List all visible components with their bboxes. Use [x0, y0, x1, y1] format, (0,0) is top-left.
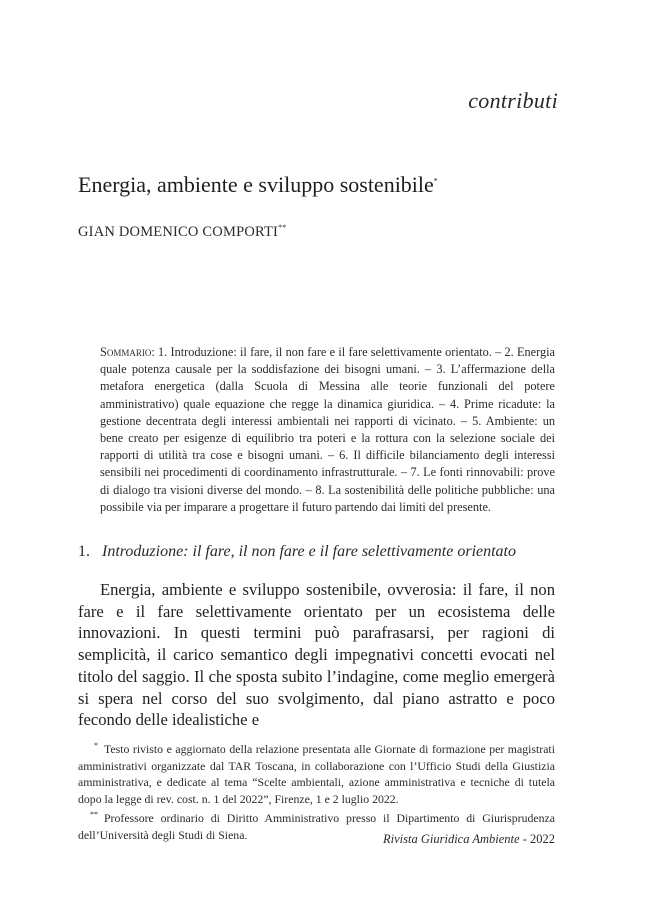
footnote-mark: ** [90, 810, 98, 820]
article-title-text: Energia, ambiente e sviluppo sostenibile [78, 172, 434, 197]
footer-separator: - [519, 832, 530, 846]
journal-name: Rivista Giuridica Ambiente [383, 832, 520, 846]
summary-text: : 1. Introduzione: il fare, il non fare e il fare selettivamente orientato. – 2. Energia quale potenza causale per la soddisfazione dei bisogni umani. – 3. L’affermazione della metafora energetica (dalla Scuola di Messina alle teorie funzionali del potere amministrativo) quale equazione che regge la dinamica giuridica. – 4. Prime ricadute: la gestione decentrata degli interessi ambientali nei rapporti di vicinato. – 5. Ambiente: un bene creato per esigenze di equilibrio tra poteri e la rottura con la selezione sociale dei rapporti di utilità tra cose e bisogni umani. – 6. Il difficile bilanciamento degli interessi sensibili nei procedimenti di coordinamento infrastrutturale. – 7. Le fonti rinnovabili: prove di dialogo tra visioni diverse del mondo. – 8. La sostenibilità delle politiche pubbliche: una possibile via per imparare a progettare il futuro partendo dai limiti del presente. [100, 345, 555, 514]
section-label: contributi [468, 88, 558, 113]
body-paragraph [78, 579, 555, 731]
footnote [78, 738, 555, 807]
article-author [78, 223, 287, 241]
summary-label: Sommario [100, 345, 152, 359]
body-paragraph-text: Energia, ambiente e sviluppo sostenibile, ovverosia: il fare, il non fare e il fare selettivamente orientato per un ecosistema delle innovazioni. In questi termini può parafrasarsi, per ragioni di semplicità, il carico semantico degli impegnativi concetti evocati nel titolo del saggio. Il che sposta subito l’indagine, come meglio emergerà si spera nel corso del suo svolgimento, dal piano astratto e poco fecondo delle idealistiche e [78, 580, 555, 730]
title-footnote-mark: * [433, 176, 438, 186]
table-of-contents-summary [100, 344, 555, 516]
section-heading [78, 543, 516, 561]
article-title [78, 172, 578, 198]
footnote-text: Professore ordinario di Diritto Amministrativo presso il Dipartimento di Giurisprudenza dell’Università degli Studi di Siena. [78, 811, 555, 842]
footnotes [78, 738, 555, 843]
section-heading-text: Introduzione: il fare, il non fare e il fare selettivamente orientato [102, 543, 516, 560]
section-number: 1. [78, 543, 90, 560]
footnote-text: Testo rivisto e aggiornato della relazione presentata alle Giornate di formazione per magistrati amministrativi organizzate dal TAR Toscana, in collaborazione con l’Ufficio Studi della Giustizia amministrativa, e dedicate al tema “Scelte ambientali, azione amministrativa e tecniche di tutela dopo la legge di rev. cost. n. 1 del 2022”, Firenze, 1 e 2 luglio 2022. [78, 741, 555, 806]
footnote-mark: * [94, 741, 98, 750]
journal-year: 2022 [530, 832, 555, 846]
running-footer [383, 832, 555, 847]
author-footnote-mark: ** [278, 223, 287, 232]
author-name: GIAN DOMENICO COMPORTI [78, 223, 279, 240]
